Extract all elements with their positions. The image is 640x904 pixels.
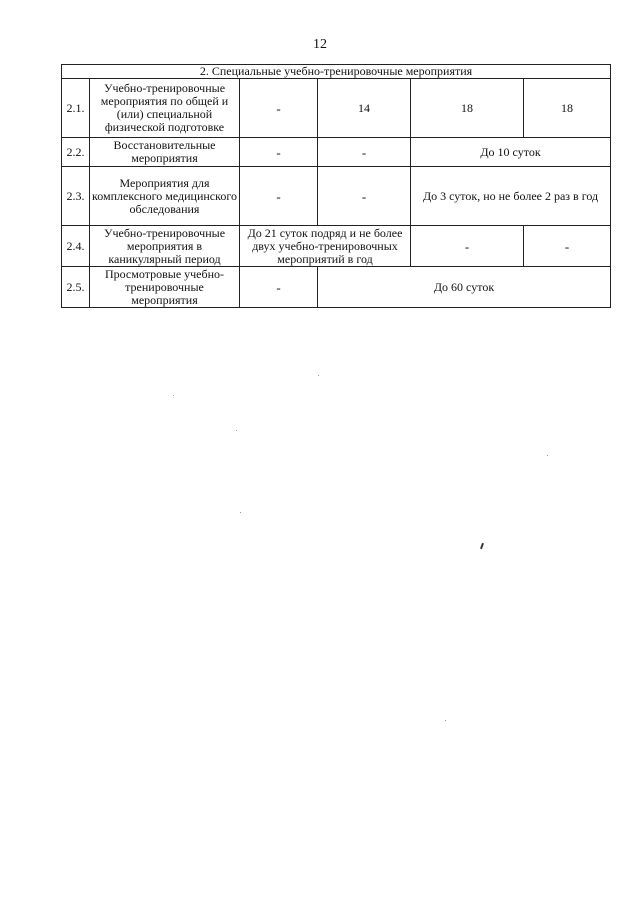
event-name: Просмотровые учебно-тренировочные мероприятия [90,267,240,308]
cell-value: - [318,138,411,167]
cell-value: - [240,79,318,138]
row-number: 2.2. [62,138,90,167]
scan-speck [547,455,548,456]
scan-speck [236,430,237,431]
cell-value: - [240,167,318,226]
event-name: Мероприятия для комплексного медицинского обследования [90,167,240,226]
cell-value: 18 [411,79,524,138]
cell-value: 14 [318,79,411,138]
event-name: Восстановительные мероприятия [90,138,240,167]
cell-value: - [411,226,524,267]
pen-mark [480,543,484,549]
row-number: 2.3. [62,167,90,226]
scan-speck [445,720,446,721]
scan-speck [240,512,241,513]
cell-value: 18 [524,79,611,138]
row-number: 2.5. [62,267,90,308]
cell-value-merged: До 10 суток [411,138,611,167]
cell-value: - [240,138,318,167]
page-number: 12 [313,37,327,52]
cell-value-merged: До 3 суток, но не более 2 раз в год [411,167,611,226]
table-row [62,79,611,138]
section-title: 2. Специальные учебно-тренировочные мероприятия [62,65,611,79]
event-name: Учебно-тренировочные мероприятия по общей и (или) специальной физической подготовке [90,79,240,138]
event-name: Учебно-тренировочные мероприятия в каникулярный период [90,226,240,267]
cell-value: - [318,167,411,226]
section-header-row [62,65,611,79]
training-events-table [61,64,611,308]
table-row [62,167,611,226]
row-number: 2.4. [62,226,90,267]
scan-speck [173,395,174,396]
cell-value: - [240,267,318,308]
table-row [62,138,611,167]
cell-value-merged: До 21 суток подряд и не более двух учебно-тренировочных мероприятий в год [240,226,411,267]
cell-value: - [524,226,611,267]
row-number: 2.1. [62,79,90,138]
table-row [62,267,611,308]
table-row [62,226,611,267]
cell-value-merged: До 60 суток [318,267,611,308]
scan-speck [318,375,319,376]
